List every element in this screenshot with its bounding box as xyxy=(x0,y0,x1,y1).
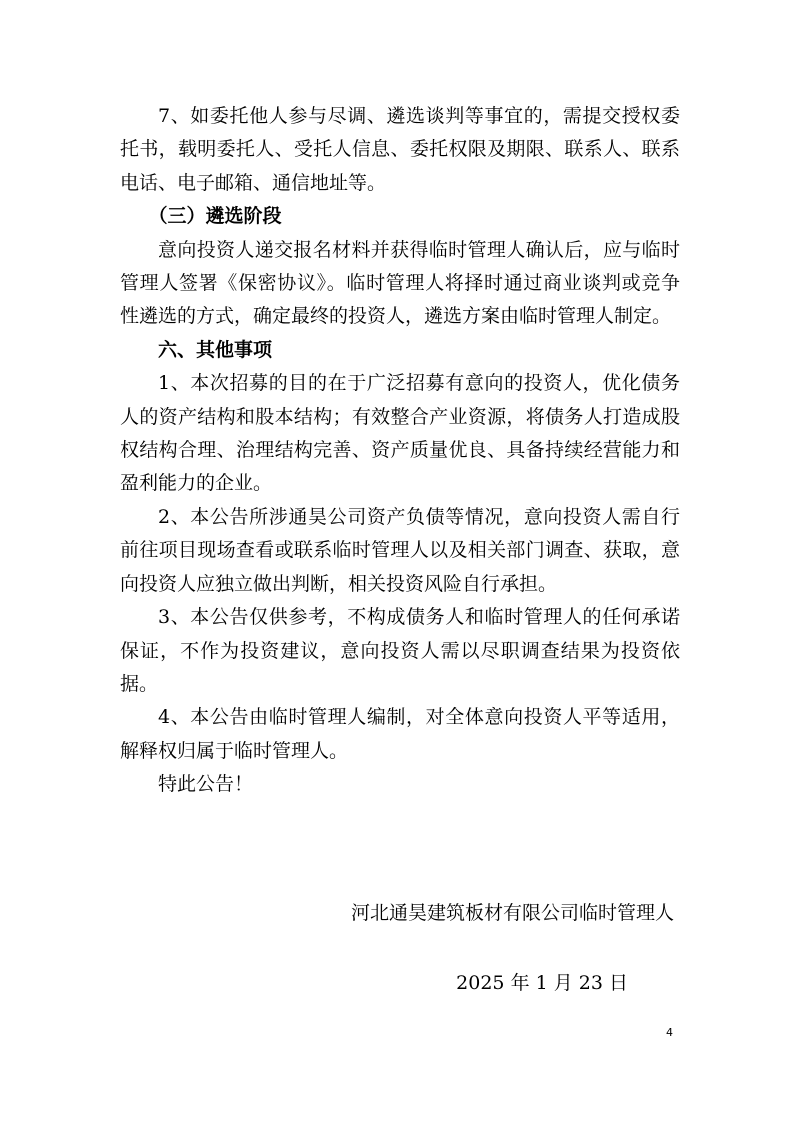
document-body xyxy=(120,100,680,802)
paragraph-item-2: 2、本公告所涉通昊公司资产负债等情况，意向投资人需自行前往项目现场查看或联系临时管理人以及相关部门调查、获取，意向投资人应独立做出判断，相关投资风险自行承担。 xyxy=(120,505,680,595)
signature-issuer: 河北通昊建筑板材有限公司临时管理人 xyxy=(350,902,674,924)
paragraph-item-4: 4、本公告由临时管理人编制，对全体意向投资人平等适用，解释权归属于临时管理人。 xyxy=(120,706,680,762)
paragraph-item-1: 1、本次招募的目的在于广泛招募有意向的投资人，优化债务人的资产结构和股本结构；有效整合产业资源，将债务人打造成股权结构合理、治理结构完善、资产质量优良、具备持续经营能力和盈利能力的企业。 xyxy=(120,372,680,495)
paragraph-selection-stage: 意向投资人递交报名材料并获得临时管理人确认后，应与临时管理人签署《保密协议》。临时管理人将择时通过商业谈判或竞争性遴选的方式，确定最终的投资人，遴选方案由临时管理人制定。 xyxy=(120,238,680,328)
paragraph-closing: 特此公告！ xyxy=(158,773,254,796)
paragraph-item-3: 3、本公告仅供参考，不构成债务人和临时管理人的任何承诺保证，不作为投资建议，意向投资人需以尽职调查结果为投资依据。 xyxy=(120,606,680,695)
subheading-selection-stage: （三）遴选阶段 xyxy=(148,205,282,228)
heading-other-matters: 六、其他事项 xyxy=(158,338,273,361)
signature-date: 2025 年 1 月 23 日 xyxy=(456,972,628,994)
paragraph-entrust-authorization: 7、如委托他人参与尽调、遴选谈判等事宜的，需提交授权委托书，载明委托人、受托人信息、委托权限及期限、联系人、联系电话、电子邮箱、通信地址等。 xyxy=(120,105,680,194)
page-number: 4 xyxy=(666,1026,673,1039)
